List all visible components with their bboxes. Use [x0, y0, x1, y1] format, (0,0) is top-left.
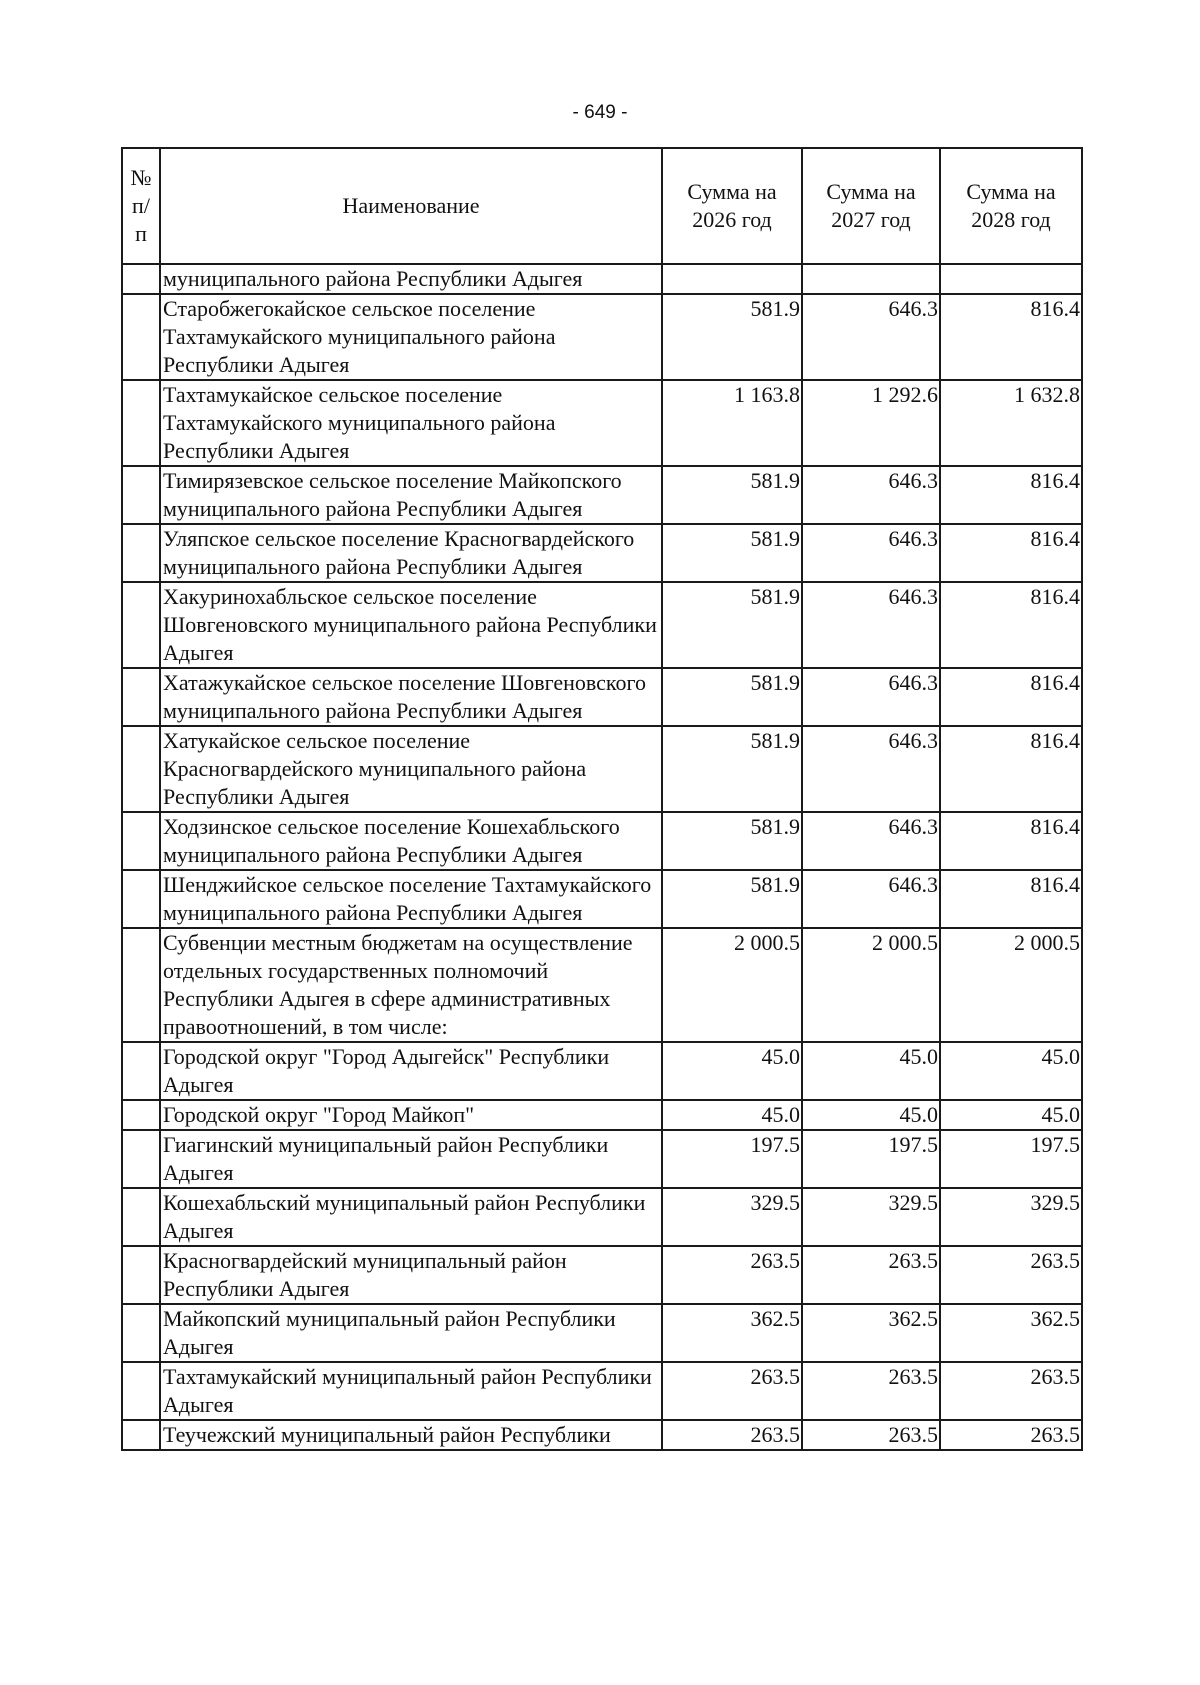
row-sum-2027: 197.5 [802, 1130, 940, 1188]
row-name: Гиагинский муниципальный район Республики Адыгея [160, 1130, 662, 1188]
row-sum-2027: 45.0 [802, 1100, 940, 1130]
row-sum-2026: 581.9 [662, 294, 802, 380]
row-sum-2027: 646.3 [802, 582, 940, 668]
row-number [122, 812, 160, 870]
row-sum-2026: 197.5 [662, 1130, 802, 1188]
row-sum-2028: 816.4 [940, 812, 1082, 870]
row-sum-2028: 263.5 [940, 1246, 1082, 1304]
row-sum-2026: 581.9 [662, 524, 802, 582]
row-number [122, 928, 160, 1042]
table-row [122, 812, 1082, 870]
row-name: Майкопский муниципальный район Республики Адыгея [160, 1304, 662, 1362]
row-name: Ходзинское сельское поселение Кошехабльского муниципального района Республики Адыгея [160, 812, 662, 870]
table-row [122, 726, 1082, 812]
row-name: Городской округ "Город Адыгейск" Республики Адыгея [160, 1042, 662, 1100]
row-sum-2026 [662, 264, 802, 294]
table-row [122, 294, 1082, 380]
row-number [122, 726, 160, 812]
row-sum-2028: 816.4 [940, 582, 1082, 668]
row-sum-2028: 263.5 [940, 1362, 1082, 1420]
row-sum-2028: 1 632.8 [940, 380, 1082, 466]
row-sum-2026: 263.5 [662, 1420, 802, 1450]
row-sum-2026: 581.9 [662, 466, 802, 524]
table-row [122, 1304, 1082, 1362]
row-sum-2027: 329.5 [802, 1188, 940, 1246]
row-sum-2027: 646.3 [802, 870, 940, 928]
table-row [122, 1362, 1082, 1420]
row-sum-2026: 329.5 [662, 1188, 802, 1246]
row-name: Кошехабльский муниципальный район Республики Адыгея [160, 1188, 662, 1246]
row-sum-2028: 45.0 [940, 1100, 1082, 1130]
row-sum-2027: 263.5 [802, 1246, 940, 1304]
row-sum-2027 [802, 264, 940, 294]
row-number [122, 1100, 160, 1130]
row-sum-2026: 581.9 [662, 726, 802, 812]
table-row [122, 870, 1082, 928]
row-sum-2026: 581.9 [662, 812, 802, 870]
row-sum-2027: 263.5 [802, 1362, 940, 1420]
row-sum-2026: 581.9 [662, 870, 802, 928]
row-sum-2026: 1 163.8 [662, 380, 802, 466]
table-row [122, 1246, 1082, 1304]
row-name: Уляпское сельское поселение Красногвардейского муниципального района Республики Адыгея [160, 524, 662, 582]
row-name: Хатажукайское сельское поселение Шовгеновского муниципального района Республики Адыгея [160, 668, 662, 726]
header-row [122, 148, 1082, 264]
table-row [122, 524, 1082, 582]
page-number: - 649 - [572, 102, 628, 123]
row-sum-2028: 816.4 [940, 294, 1082, 380]
row-number [122, 870, 160, 928]
row-sum-2026: 263.5 [662, 1362, 802, 1420]
row-sum-2028: 816.4 [940, 726, 1082, 812]
row-number [122, 1246, 160, 1304]
row-sum-2027: 1 292.6 [802, 380, 940, 466]
row-number [122, 380, 160, 466]
table-row [122, 1188, 1082, 1246]
row-number [122, 1130, 160, 1188]
row-number [122, 1304, 160, 1362]
row-sum-2028: 263.5 [940, 1420, 1082, 1450]
row-sum-2026: 581.9 [662, 668, 802, 726]
table-row [122, 668, 1082, 726]
row-name: Хатукайское сельское поселение Красногвардейского муниципального района Республики Адыгея [160, 726, 662, 812]
row-sum-2028 [940, 264, 1082, 294]
row-sum-2027: 263.5 [802, 1420, 940, 1450]
row-number [122, 582, 160, 668]
row-number [122, 1042, 160, 1100]
row-sum-2026: 581.9 [662, 582, 802, 668]
row-sum-2028: 816.4 [940, 524, 1082, 582]
header-name: Наименование [160, 148, 662, 264]
row-name: Теучежский муниципальный район Республики [160, 1420, 662, 1450]
table-row [122, 264, 1082, 294]
row-sum-2028: 45.0 [940, 1042, 1082, 1100]
table-row [122, 582, 1082, 668]
row-number [122, 466, 160, 524]
table-row [122, 1100, 1082, 1130]
table-row [122, 380, 1082, 466]
header-sum-2027: Сумма на 2027 год [802, 148, 940, 264]
row-name: Красногвардейский муниципальный район Республики Адыгея [160, 1246, 662, 1304]
table-row [122, 928, 1082, 1042]
header-number: № п/п [122, 148, 160, 264]
row-number [122, 1188, 160, 1246]
table-row [122, 1420, 1082, 1450]
table-row [122, 1042, 1082, 1100]
row-sum-2028: 816.4 [940, 668, 1082, 726]
row-name: Тахтамукайское сельское поселение Тахтамукайского муниципального района Республики Адыгея [160, 380, 662, 466]
row-sum-2027: 646.3 [802, 294, 940, 380]
row-number [122, 524, 160, 582]
header-sum-2026: Сумма на 2026 год [662, 148, 802, 264]
row-sum-2027: 646.3 [802, 524, 940, 582]
budget-table [121, 147, 1083, 1451]
header-sum-2028: Сумма на 2028 год [940, 148, 1082, 264]
row-sum-2027: 646.3 [802, 726, 940, 812]
row-sum-2028: 197.5 [940, 1130, 1082, 1188]
row-sum-2026: 362.5 [662, 1304, 802, 1362]
row-name: Шенджийское сельское поселение Тахтамукайского муниципального района Республики Адыгея [160, 870, 662, 928]
row-name: Старобжегокайское сельское поселение Тахтамукайского муниципального района Республики Адыгея [160, 294, 662, 380]
row-name: Тахтамукайский муниципальный район Республики Адыгея [160, 1362, 662, 1420]
row-sum-2028: 2 000.5 [940, 928, 1082, 1042]
row-number [122, 1362, 160, 1420]
row-name: муниципального района Республики Адыгея [160, 264, 662, 294]
row-number [122, 668, 160, 726]
row-sum-2028: 816.4 [940, 870, 1082, 928]
row-sum-2026: 2 000.5 [662, 928, 802, 1042]
row-sum-2028: 329.5 [940, 1188, 1082, 1246]
row-sum-2027: 646.3 [802, 812, 940, 870]
row-number [122, 1420, 160, 1450]
row-sum-2028: 816.4 [940, 466, 1082, 524]
table-row [122, 466, 1082, 524]
row-name: Субвенции местным бюджетам на осуществление отдельных государственных полномочий Республики Адыгея в сфере административных правоотношений, в том числе: [160, 928, 662, 1042]
row-sum-2027: 45.0 [802, 1042, 940, 1100]
row-sum-2026: 45.0 [662, 1042, 802, 1100]
row-name: Тимирязевское сельское поселение Майкопского муниципального района Республики Адыгея [160, 466, 662, 524]
row-sum-2027: 2 000.5 [802, 928, 940, 1042]
row-sum-2026: 263.5 [662, 1246, 802, 1304]
row-sum-2027: 362.5 [802, 1304, 940, 1362]
row-name: Хакуринохабльское сельское поселение Шовгеновского муниципального района Республики Адыгея [160, 582, 662, 668]
row-sum-2027: 646.3 [802, 668, 940, 726]
row-number [122, 264, 160, 294]
row-sum-2026: 45.0 [662, 1100, 802, 1130]
row-sum-2028: 362.5 [940, 1304, 1082, 1362]
row-sum-2027: 646.3 [802, 466, 940, 524]
table-row [122, 1130, 1082, 1188]
row-number [122, 294, 160, 380]
row-name: Городской округ "Город Майкоп" [160, 1100, 662, 1130]
